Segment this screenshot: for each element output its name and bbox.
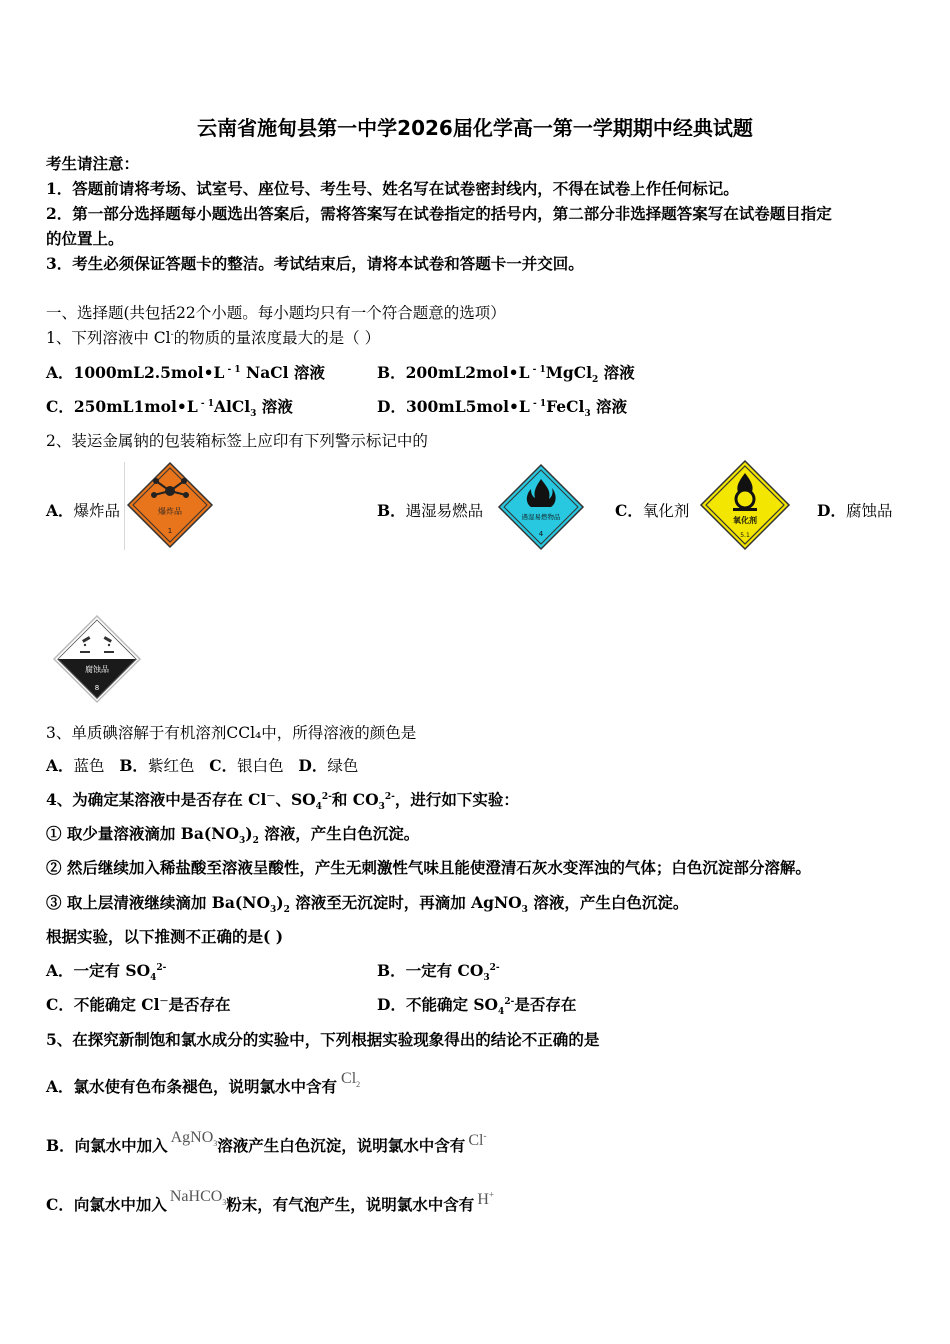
q2-option-c[interactable]: C．氧化剂 — [615, 501, 690, 520]
q4-step-3: ③ 取上层清液继续滴加 $Ba(NO_3)_2$ 溶液至无沉淀时，再滴加 AgNO$_3$ 溶液，产生白色沉淀。 — [46, 893, 689, 916]
notice-item-2-cont: 的位置上。 — [46, 229, 124, 248]
q3-option-a[interactable]: A．蓝色 — [46, 756, 105, 775]
section-heading: 一、选择题(共包括22个小题。每小题均只有一个符合题意的选项） — [46, 304, 506, 322]
question-4-stem: 4、为确定某溶液中是否存在 Cl－、$SO_4^{2-}$和 $CO_3^{2-}$，进行如下实验： — [46, 790, 519, 813]
question-1-stem: 1、下列溶液中 Cl-的物质的量浓度最大的是（ ） — [46, 329, 381, 347]
q1-option-c[interactable]: C．250mL1mol•L $^{- 1}$AlCl$_3$ 溶液 — [46, 397, 293, 420]
q5-option-a[interactable]: A．氯水使有色布条褪色，说明氯水中含有 $Cl_2$ — [46, 1070, 361, 1096]
q4-option-b[interactable]: B．一定有 $CO_3^{2-}$ — [377, 961, 500, 984]
q4-step-2: ② 然后继续加入稀盐酸至溶液呈酸性，产生无刺激性气味且能使澄清石灰水变浑浊的气体；白色沉淀部分溶解。 — [46, 858, 811, 877]
q4-step-1: ① 取少量溶液滴加 $Ba(NO_3)_2$ 溶液，产生白色沉淀。 — [46, 824, 420, 847]
page-title: 云南省施甸县第一中学2026届化学高一第一学期期中经典试题 — [197, 116, 753, 140]
q4-option-a[interactable]: A．一定有 $SO_4^{2-}$ — [46, 961, 167, 984]
question-2-stem: 2、装运金属钠的包装箱标签上应印有下列警示标记中的 — [46, 432, 428, 450]
q3-option-b[interactable]: B．紫红色 — [119, 756, 195, 775]
notice-item-3: 3．考生必须保证答题卡的整洁。考试结束后，请将本试卷和答题卡一并交回。 — [46, 254, 584, 273]
corrosive-sign-number: 8 — [94, 684, 100, 692]
oxidizer-sign-label: 氧化剂 — [733, 516, 757, 525]
q5-option-c[interactable]: C．向氯水中加入 NaHCO$_3$粉末，有气泡产生，说明氯水中含有 H+ — [46, 1188, 494, 1214]
corrosive-sign-icon — [52, 614, 142, 704]
q1-option-b[interactable]: B．200mL2mol•L $^{- 1}$MgCl$_2$ 溶液 — [377, 363, 635, 386]
explosive-sign-label: 爆炸品 — [158, 507, 182, 516]
q4-option-d[interactable]: D．不能确定 $SO_4^{2-}$是否存在 — [377, 995, 577, 1018]
q2-option-a[interactable]: A．爆炸品 — [46, 501, 121, 520]
notice-item-1: 1．答题前请将考场、试室号、座位号、考生号、姓名写在试卷密封线内，不得在试卷上作任何标记。 — [46, 179, 739, 198]
q1-option-d[interactable]: D．300mL5mol•L $^{- 1}$FeCl$_3$ 溶液 — [377, 397, 628, 420]
oxidizer-sign-number: 5.1 — [740, 532, 750, 539]
q4-option-c[interactable]: C．不能确定 Cl－是否存在 — [46, 995, 231, 1014]
q2-option-b[interactable]: B．遇湿易燃品 — [377, 501, 484, 520]
wet-sign-label: 遇湿易燃物品 — [521, 513, 561, 521]
wet-sign-number: 4 — [538, 530, 544, 538]
corrosive-sign-label: 腐蚀品 — [85, 665, 109, 674]
q3-option-c[interactable]: C．银白色 — [209, 756, 284, 775]
q3-options — [46, 754, 358, 776]
q2-option-d[interactable]: D．腐蚀品 — [817, 501, 893, 520]
q1-option-a[interactable]: A．1000mL2.5mol•L $^{- 1}$ NaCl 溶液 — [46, 363, 325, 382]
notice-item-2: 2．第一部分选择题每小题选出答案后，需将答案写在试卷指定的括号内，第二部分非选择题答案写在试卷题目指定 — [46, 204, 832, 223]
oxidizer-sign-icon — [699, 459, 791, 551]
explosive-sign-number: 1 — [167, 527, 173, 535]
q3-option-d[interactable]: D．绿色 — [298, 756, 359, 775]
notice-heading: 考生请注意： — [46, 154, 140, 173]
question-5-stem: 5、在探究新制饱和氯水成分的实验中，下列根据实验现象得出的结论不正确的是 — [46, 1030, 600, 1049]
question-3-stem: 3、单质碘溶解于有机溶剂CCl₄中，所得溶液的颜色是 — [46, 724, 417, 742]
q4-ask: 根据实验，以下推测不正确的是( ) — [46, 927, 284, 946]
divider — [124, 462, 125, 550]
q5-option-b[interactable]: B．向氯水中加入 AgNO$_3$溶液产生白色沉淀，说明氯水中含有 Cl- — [46, 1129, 487, 1155]
wet-flammable-sign-icon — [497, 463, 585, 551]
explosive-sign-icon — [126, 461, 214, 549]
